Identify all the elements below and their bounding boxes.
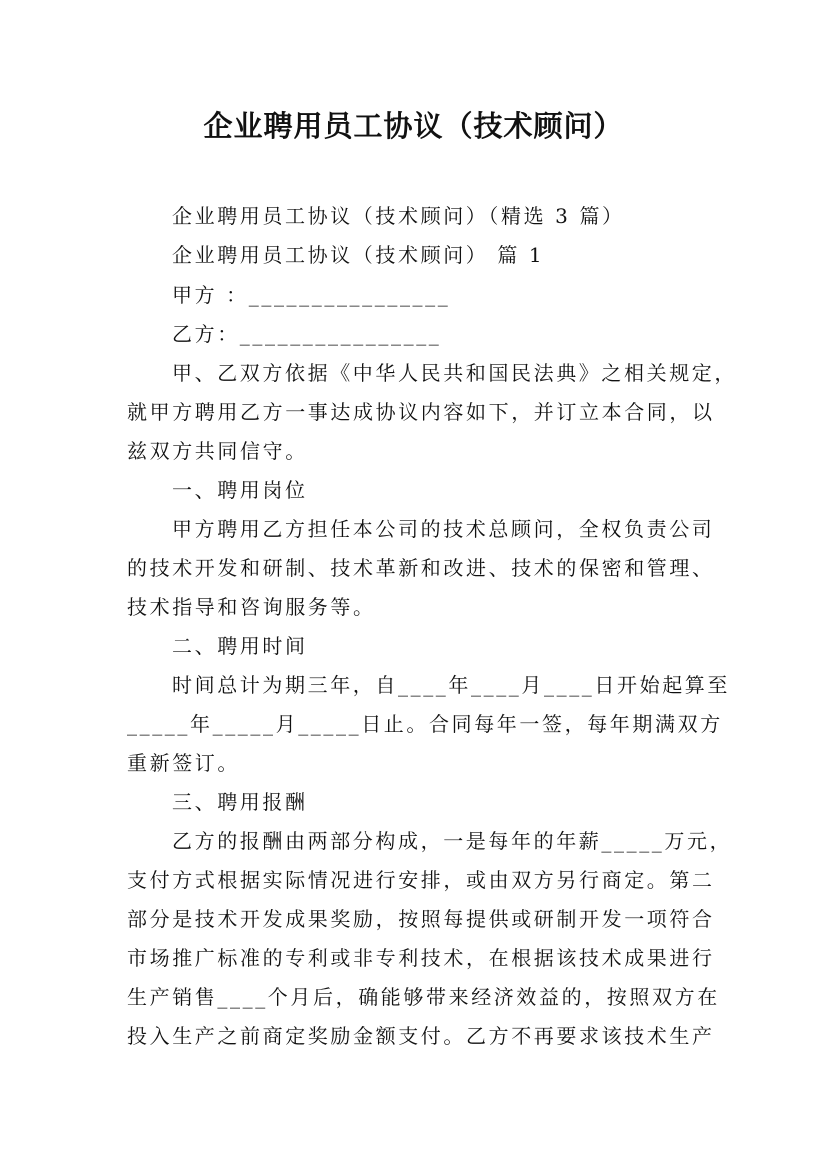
- section-heading: 企业聘用员工协议（技术顾问） 篇 1: [172, 243, 545, 267]
- paragraph-line: 乙方的报酬由两部分构成，一是每年的年薪_____万元，: [172, 829, 733, 853]
- clause-heading: 一、聘用岗位: [172, 478, 308, 502]
- subtitle-line: 企业聘用员工协议（技术顾问）（精选 3 篇）: [172, 204, 625, 228]
- paragraph-line: 技术指导和咨询服务等。: [127, 595, 376, 619]
- paragraph-line: 部分是技术开发成果奖励，按照每提供或研制开发一项符合: [127, 907, 715, 931]
- party-a-line: 甲方 ：________________: [172, 283, 451, 307]
- paragraph-line: 投入生产之前商定奖励金额支付。乙方不再要求该技术生产: [127, 1024, 715, 1048]
- paragraph-line: 支付方式根据实际情况进行安排，或由双方另行商定。第二: [127, 868, 715, 892]
- clause-heading: 二、聘用时间: [172, 634, 308, 658]
- clause-heading: 三、聘用报酬: [172, 790, 308, 814]
- paragraph-line: 生产销售____个月后，确能够带来经济效益的，按照双方在: [127, 985, 720, 1009]
- paragraph-line: 市场推广标准的专利或非专利技术，在根据该技术成果进行: [127, 946, 715, 970]
- party-b-line: 乙方：________________: [172, 322, 442, 346]
- paragraph-line: 甲方聘用乙方担任本公司的技术总顾问，全权负责公司: [172, 517, 715, 541]
- paragraph-line: 兹双方共同信守。: [127, 439, 308, 463]
- paragraph-line: 的技术开发和研制、技术革新和改进、技术的保密和管理、: [127, 556, 715, 580]
- paragraph-line: 就甲方聘用乙方一事达成协议内容如下，并订立本合同，以: [127, 400, 715, 424]
- paragraph-line: 重新签订。: [127, 751, 240, 775]
- paragraph-line: _____年_____月_____日止。合同每年一签，每年期满双方: [127, 712, 723, 736]
- document-title: 企业聘用员工协议（技术顾问）: [203, 109, 624, 143]
- paragraph-line: 时间总计为期三年，自____年____月____日开始起算至: [172, 673, 730, 697]
- paragraph-line: 甲、乙双方依据《中华人民共和国民法典》之相关规定，: [172, 361, 737, 385]
